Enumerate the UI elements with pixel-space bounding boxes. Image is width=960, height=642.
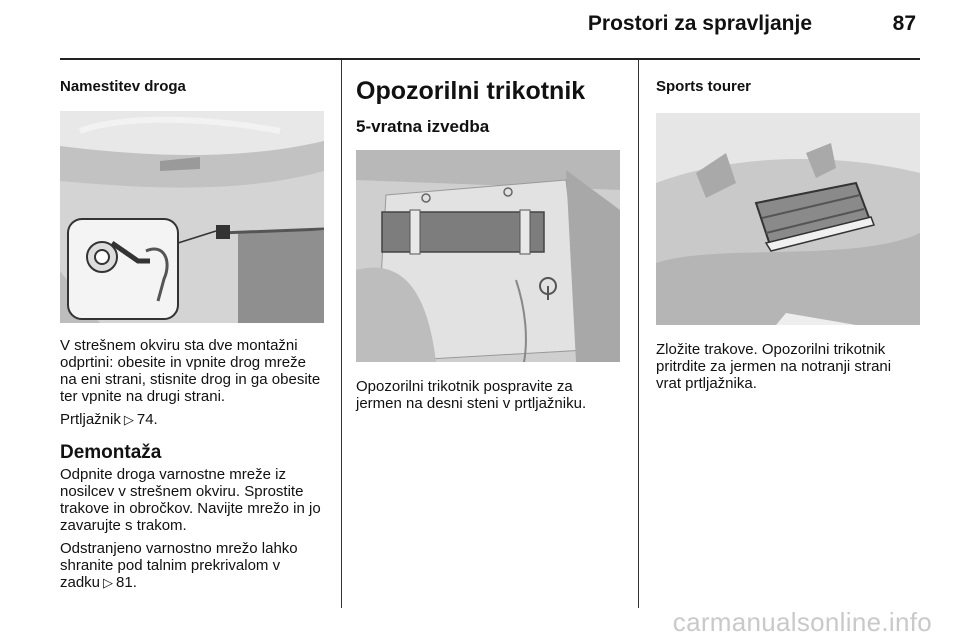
subheading-5-vratna: 5-vratna izvedba xyxy=(356,117,490,136)
heading-opozorilni-trikotnik: Opozorilni trikotnik xyxy=(356,77,586,105)
heading-demontaza: Demontaža xyxy=(60,442,162,463)
para-mounting: V strešnem okviru sta dve montažni odprtini: obesite in vpnite drog mreže na eni strani, stisnite drog in ga obesite ter vpnite na drugi strani. xyxy=(60,337,321,405)
xref-arrow-icon: ▷ xyxy=(103,575,114,590)
figure-sports-tourer-triangle xyxy=(656,113,920,325)
ref-storage-page[interactable]: 81. xyxy=(116,574,137,591)
warning-triangle-sports-tourer-illustration xyxy=(656,113,920,325)
heading-namestitev-droga: Namestitev droga xyxy=(60,78,186,95)
ref-prtljaznik[interactable] xyxy=(60,411,326,428)
column-3 xyxy=(656,60,920,392)
para-storage-text: Odstranjeno varnostno mrežo lahko shranite pod talnim prekrivalom v zadku xyxy=(60,540,298,591)
figure-5-door-triangle xyxy=(356,150,620,362)
para-removal: Odpnite droga varnostne mreže iz nosilcev v strešnem okviru. Sprostite trakove in obročkov. Navijte mrežo in jo zavarujte s trakom. xyxy=(60,466,321,534)
figure-net-rod-mount xyxy=(60,111,326,323)
header-title: Prostori za spravljanje xyxy=(587,12,812,35)
ref-prtljaznik-text: Prtljažnik xyxy=(60,411,121,428)
column-1 xyxy=(60,60,326,591)
warning-triangle-5-door-illustration xyxy=(356,150,620,362)
column-2 xyxy=(356,60,620,412)
footer-watermark[interactable]: carmanualsonline.info xyxy=(672,607,932,637)
column-divider-1 xyxy=(341,60,342,608)
xref-arrow-icon: ▷ xyxy=(123,412,134,427)
heading-sports-tourer: Sports tourer xyxy=(656,78,752,95)
page-number: 87 xyxy=(892,12,916,35)
ref-prtljaznik-page: 74. xyxy=(136,411,158,428)
net-rod-illustration xyxy=(60,111,324,323)
para-5-door: Opozorilni trikotnik pospravite za jermen na desni steni v prtljažniku. xyxy=(356,378,587,412)
para-sports-tourer: Zložite trakove. Opozorilni trikotnik pritrdite za jermen na notranji strani vrat prtljažnika. xyxy=(656,341,892,392)
para-storage xyxy=(60,540,326,591)
column-divider-2 xyxy=(638,60,639,608)
